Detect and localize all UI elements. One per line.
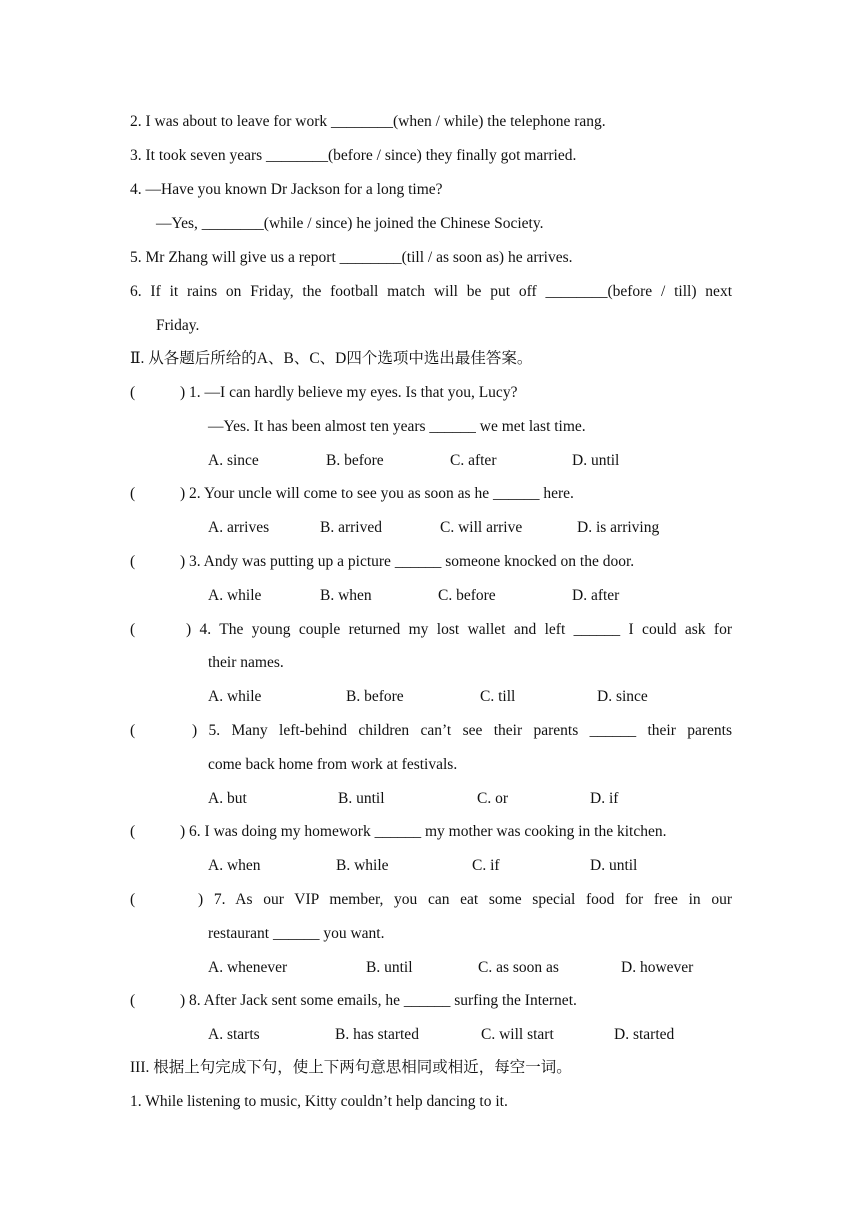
mc-question-1-line2: —Yes. It has been almost ten years ______ we met last time. (208, 418, 586, 435)
option-b: B. while (336, 857, 389, 874)
option-d: D. is arriving (577, 519, 660, 536)
exercise-1-item-4-question: 4. —Have you known Dr Jackson for a long time? (130, 181, 443, 198)
question-text: ) 5. Many left-behind children can’t see their parents ______ their parents (192, 722, 732, 739)
question-text: ) 3. Andy was putting up a picture ______ someone knocked on the door. (180, 553, 635, 570)
option-a: A. but (208, 790, 247, 807)
question-text: ) 7. As our VIP member, you can eat some special food for free in our (198, 891, 732, 908)
option-a: A. since (208, 452, 259, 469)
option-b: B. has started (335, 1026, 419, 1043)
question-text: ) 2. Your uncle will come to see you as soon as he ______ here. (180, 485, 574, 502)
option-d: D. since (597, 688, 648, 705)
option-c: C. before (438, 587, 496, 604)
answer-blank[interactable]: ( (130, 891, 136, 908)
option-b: B. before (346, 688, 404, 705)
option-d: D. after (572, 587, 620, 604)
mc-question-2 (130, 484, 574, 504)
option-c: C. after (450, 452, 497, 469)
mc-question-4-line2: their names. (208, 654, 284, 671)
option-c: C. if (472, 857, 500, 874)
option-a: A. whenever (208, 959, 288, 976)
question-text: ) 4. The young couple returned my lost wallet and left ______ I could ask for (186, 621, 732, 638)
answer-blank[interactable]: ( (130, 485, 136, 502)
option-b: B. arrived (320, 519, 382, 536)
exercise-1-item-3: 3. It took seven years ________(before / since) they finally got married. (130, 147, 577, 164)
question-text: ) 1. —I can hardly believe my eyes. Is that you, Lucy? (180, 384, 518, 401)
option-a: A. arrives (208, 519, 270, 536)
option-a: A. while (208, 688, 262, 705)
question-text: ) 8. After Jack sent some emails, he ______ surfing the Internet. (180, 992, 577, 1009)
option-c: C. as soon as (478, 959, 559, 976)
section-2-heading: Ⅱ. 从各题后所给的A、B、C、D四个选项中选出最佳答案。 (130, 350, 533, 367)
mc-question-8 (130, 991, 577, 1011)
answer-blank[interactable]: ( (130, 722, 136, 739)
answer-blank[interactable]: ( (130, 823, 136, 840)
option-c: C. will arrive (440, 519, 523, 536)
exercise-1-item-6-line2: Friday. (156, 317, 200, 334)
answer-blank[interactable]: ( (130, 621, 136, 638)
exercise-1-item-6-line1: 6. If it rains on Friday, the football match will be put off ________(before / till) next (130, 283, 732, 300)
mc-question-6 (130, 822, 666, 842)
mc-question-7-line2: restaurant ______ you want. (208, 925, 385, 942)
mc-question-5 (130, 721, 732, 741)
option-d: D. however (621, 959, 694, 976)
answer-blank[interactable]: ( (130, 553, 136, 570)
section-3-heading: III. 根据上句完成下句，使上下两句意思相同或相近，每空一词。 (130, 1059, 572, 1076)
option-a: A. when (208, 857, 261, 874)
answer-blank[interactable]: ( (130, 992, 136, 1009)
option-d: D. started (614, 1026, 675, 1043)
option-b: B. until (366, 959, 413, 976)
exercise-1-item-5: 5. Mr Zhang will give us a report ________(till / as soon as) he arrives. (130, 249, 573, 266)
option-b: B. before (326, 452, 384, 469)
option-c: C. or (477, 790, 508, 807)
option-d: D. until (590, 857, 638, 874)
option-a: A. while (208, 587, 262, 604)
mc-question-4 (130, 620, 732, 640)
question-text: ) 6. I was doing my homework ______ my mother was cooking in the kitchen. (180, 823, 667, 840)
option-b: B. when (320, 587, 372, 604)
option-b: B. until (338, 790, 385, 807)
option-a: A. starts (208, 1026, 260, 1043)
mc-question-1 (130, 383, 517, 403)
option-c: C. will start (481, 1026, 554, 1043)
answer-blank[interactable]: ( (130, 384, 136, 401)
option-d: D. until (572, 452, 620, 469)
exercise-3-item-1: 1. While listening to music, Kitty couldn’t help dancing to it. (130, 1093, 508, 1110)
exercise-1-item-2: 2. I was about to leave for work ________(when / while) the telephone rang. (130, 113, 606, 130)
mc-question-7 (130, 890, 732, 910)
mc-question-3 (130, 552, 634, 572)
exercise-1-item-4-answer: —Yes, ________(while / since) he joined the Chinese Society. (156, 215, 544, 232)
option-d: D. if (590, 790, 619, 807)
mc-question-5-line2: come back home from work at festivals. (208, 756, 458, 773)
option-c: C. till (480, 688, 516, 705)
